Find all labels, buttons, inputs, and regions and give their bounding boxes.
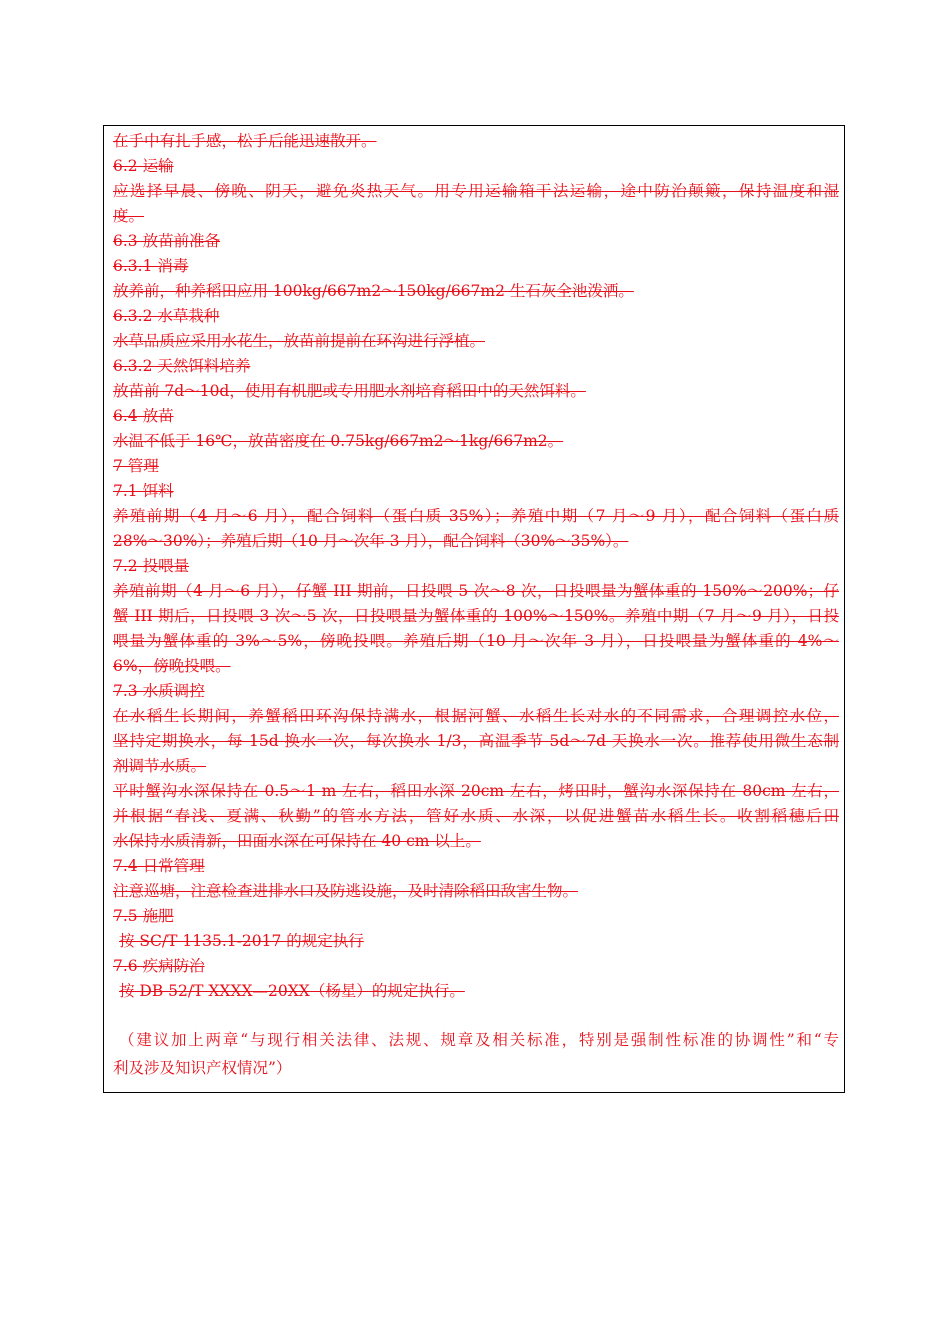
struck-text-line: 水草品质应采用水花生，放苗前提前在环沟进行浮植。 bbox=[113, 332, 486, 350]
struck-text-line: 28%～30%）；养殖后期（10 月～次年 3 月），配合饲料（30%～35%）。 bbox=[113, 532, 629, 550]
struck-text-line: 6.3.1 消毒 bbox=[113, 257, 189, 275]
struck-text-line: 6.3 放苗前准备 bbox=[113, 232, 221, 250]
struck-text-line: 注意巡塘，注意检查进排水口及防逃设施，及时清除稻田敌害生物。 bbox=[113, 882, 579, 900]
struck-text-line: 放苗前 7d～10d，使用有机肥或专用肥水剂培育稻田中的天然饵料。 bbox=[113, 382, 586, 400]
struck-text-line: 7 管理 bbox=[113, 457, 159, 475]
struck-text-line: 7.6 疾病防治 bbox=[113, 957, 205, 975]
struck-text-line: 6%，傍晚投喂。 bbox=[113, 657, 231, 675]
struck-text-line: 剂调节水质。 bbox=[113, 757, 207, 775]
struck-text-line: 7.4 日常管理 bbox=[113, 857, 205, 875]
struck-text-line: 喂量为蟹体重的 3%～5%，傍晚投喂。养殖后期（10 月～次年 3 月），日投喂量为蟹体重的 4%～ bbox=[113, 632, 839, 650]
struck-text-line: 7.2 投喂量 bbox=[113, 557, 190, 575]
struck-text-line: 按 DB 52/T XXXX—20XX（杨星）的规定执行。 bbox=[119, 982, 465, 1000]
struck-text-line: 6.4 放苗 bbox=[113, 407, 174, 425]
struck-text-line: 养殖前期（4 月～6 月），仔蟹 III 期前，日投喂 5 次～8 次，日投喂量为蟹体重的 150%～200%；仔 bbox=[113, 582, 839, 600]
struck-text-line: 在手中有扎手感，松手后能迅速散开。 bbox=[113, 132, 377, 150]
struck-text-line: 7.3 水质调控 bbox=[113, 682, 205, 700]
struck-text-line: 度。 bbox=[113, 207, 145, 225]
struck-text-line: 7.5 施肥 bbox=[113, 907, 174, 925]
struck-text-line: 在水稻生长期间，养蟹稻田环沟保持满水，根据河蟹、水稻生长对水的不同需求，合理调控水位， bbox=[113, 707, 839, 725]
suggestion-note-line-1: （建议加上两章“与现行相关法律、法规、规章及相关标准，特别是强制性标准的协调性”和“专 bbox=[119, 1031, 839, 1049]
struck-text-line: 水温不低于 16℃，放苗密度在 0.75kg/667m2～1kg/667m2。 bbox=[113, 432, 564, 450]
suggestion-note bbox=[113, 1026, 839, 1082]
struck-text-line: 6.3.2 水草栽种 bbox=[113, 307, 220, 325]
struck-text-line: 养殖前期（4 月～6 月），配合饲料（蛋白质 35%）；养殖中期（7 月～9 月），配合饲料（蛋白质 bbox=[113, 507, 839, 525]
deleted-text-block bbox=[113, 129, 839, 1082]
struck-text-line: 平时蟹沟水深保持在 0.5～1 m 左右，稻田水深 20cm 左右，烤田时，蟹沟水深保持在 80cm 左右， bbox=[113, 782, 839, 800]
revision-table-cell bbox=[103, 125, 845, 1093]
struck-text-line: 放养前，种养稻田应用 100kg/667m2～150kg/667m2 生石灰全池泼洒。 bbox=[113, 282, 634, 300]
struck-text-line: 蟹 III 期后，日投喂 3 次～5 次，日投喂量为蟹体重的 100%～150%。养殖中期（7 月～9 月），日投 bbox=[113, 607, 839, 625]
struck-text-line: 并根据“春浅、夏满、秋勤”的管水方法，管好水质、水深，以促进蟹苗水稻生长。收割稻穗后田 bbox=[113, 807, 839, 825]
struck-text-line: 水保持水质清新，田面水深在可保持在 40 cm 以上。 bbox=[113, 832, 481, 850]
struck-text-line: 应选择早晨、傍晚、阴天，避免炎热天气。用专用运输箱干法运输，途中防治颠簸，保持温度和湿 bbox=[113, 182, 839, 200]
struck-text-line: 6.2 运输 bbox=[113, 157, 174, 175]
struck-text-line: 坚持定期换水，每 15d 换水一次，每次换水 1/3，高温季节 5d～7d 天换水一次。推荐使用微生态制 bbox=[113, 732, 839, 750]
struck-text-line: 按 SC/T 1135.1-2017 的规定执行 bbox=[119, 932, 364, 950]
struck-text-line: 7.1 饵料 bbox=[113, 482, 174, 500]
suggestion-note-line-2: 利及涉及知识产权情况”） bbox=[113, 1059, 292, 1077]
struck-text-line: 6.3.2 天然饵料培养 bbox=[113, 357, 251, 375]
